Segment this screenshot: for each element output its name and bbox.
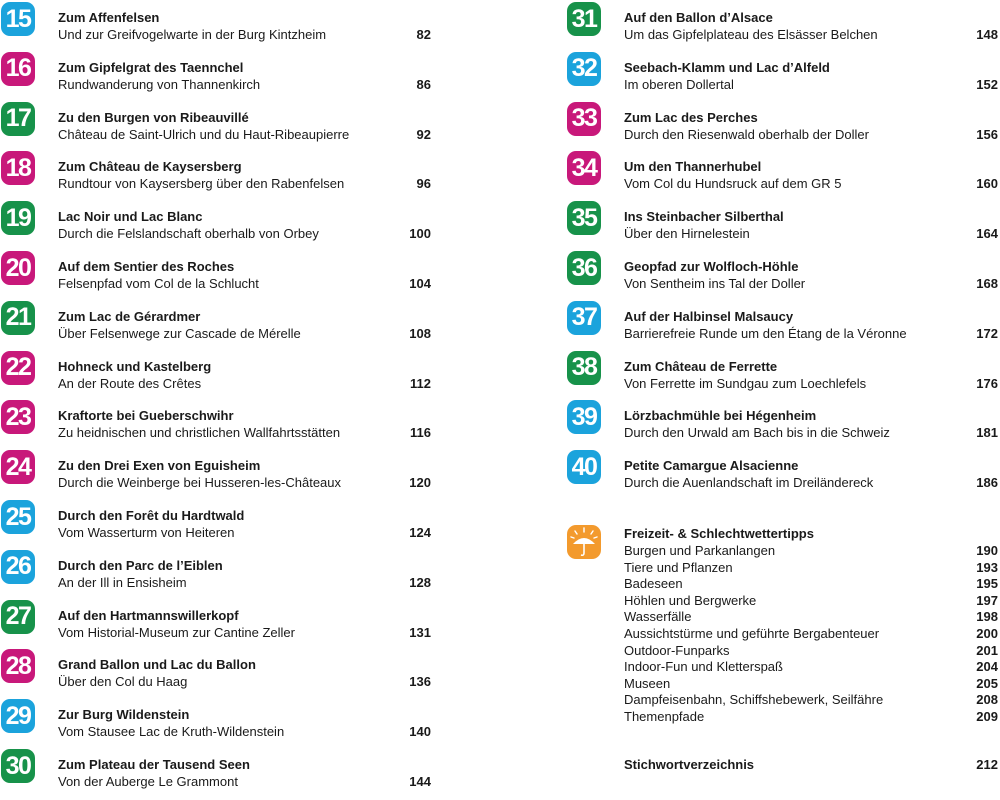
tour-subtitle: Und zur Greifvogelwarte in der Burg Kintzheim	[58, 27, 327, 42]
toc-entry[interactable]	[566, 0, 1000, 44]
toc-entry[interactable]	[566, 299, 1000, 343]
tour-number-badge: 37	[567, 301, 601, 335]
page-number: 120	[409, 475, 431, 491]
tip-label: Höhlen und Bergwerke	[624, 592, 757, 608]
tour-title: Auf den Hartmannswillerkopf	[58, 607, 239, 623]
tour-subtitle: Über Felsenwege zur Cascade de Mérelle	[58, 325, 301, 341]
tour-subtitle: An der Ill in Ensisheim	[58, 574, 187, 590]
page-number: 160	[976, 176, 998, 192]
tip-label: Outdoor-Funparks	[624, 642, 730, 658]
tour-number-badge: 19	[1, 201, 35, 235]
page-number: 186	[976, 475, 998, 491]
page-number: 140	[409, 724, 431, 740]
tour-subtitle: Von Sentheim ins Tal der Doller	[624, 276, 806, 291]
tour-subtitle: Château de Saint-Ulrich und du Haut-Ribeaupierre	[58, 126, 350, 142]
tour-subtitle: Rundtour von Kaysersberg über den Rabenfelsen	[58, 176, 345, 192]
sun-umbrella-icon	[567, 525, 601, 559]
tip-item[interactable]	[624, 676, 998, 693]
page-number: 181	[976, 425, 998, 441]
tour-title: Petite Camargue Alsacienne	[624, 458, 799, 474]
tip-item[interactable]	[624, 643, 998, 660]
tour-title: Geopfad zur Wolfloch-Höhle	[624, 259, 799, 274]
tour-subtitle: Über den Col du Haag	[58, 674, 188, 690]
tour-subtitle: Durch die Felslandschaft oberhalb von Orbey	[58, 226, 319, 242]
tip-item[interactable]	[624, 626, 998, 643]
tip-page: 193	[976, 559, 998, 575]
tip-label: Museen	[624, 675, 671, 691]
page-number: 144	[409, 774, 431, 789]
tip-label: Aussichtstürme und geführte Bergabenteuer	[624, 626, 880, 641]
tour-subtitle: Zu heidnischen und christlichen Wallfahrtsstätten	[58, 425, 341, 441]
tip-page: 190	[976, 543, 998, 558]
page-number: 108	[409, 325, 431, 341]
tour-title: Hohneck und Kastelberg	[58, 358, 212, 374]
tour-subtitle: Felsenpfad vom Col de la Schlucht	[58, 276, 259, 291]
toc-entry[interactable]	[566, 199, 1000, 243]
tour-title: Auf dem Sentier des Roches	[58, 259, 235, 274]
toc-entry[interactable]	[0, 299, 440, 343]
tour-number-badge: 33	[567, 102, 601, 136]
tour-subtitle: An der Route des Crêtes	[58, 375, 202, 391]
tour-title: Durch den Forêt du Hardtwald	[58, 508, 245, 523]
tour-title: Zum Lac de Gérardmer	[58, 308, 201, 324]
tour-title: Um den Thannerhubel	[624, 159, 762, 175]
tour-number-badge: 26	[1, 550, 35, 584]
tour-number-badge: 17	[1, 102, 35, 136]
tip-page: 201	[976, 642, 998, 658]
page-number: 104	[409, 276, 431, 291]
tour-title: Seebach-Klamm und Lac d’Alfeld	[624, 59, 830, 75]
toc-entry[interactable]	[0, 747, 440, 791]
tour-subtitle: Barrierefreie Runde um den Étang de la Véronne	[624, 325, 907, 341]
toc-entry[interactable]	[566, 448, 1000, 492]
page-number: 100	[409, 226, 431, 242]
tour-number-badge: 24	[1, 450, 35, 484]
tip-label: Burgen und Parkanlangen	[624, 543, 776, 558]
tour-number-badge: 32	[567, 52, 601, 86]
index-entry[interactable]	[566, 757, 1000, 777]
tour-title: Grand Ballon und Lac du Ballon	[58, 657, 256, 673]
page-number: 124	[409, 525, 431, 540]
tip-item[interactable]	[624, 709, 998, 726]
page-number: 96	[416, 176, 431, 192]
tip-item[interactable]	[624, 560, 998, 577]
toc-entry[interactable]	[566, 149, 1000, 193]
toc-entry[interactable]	[0, 448, 440, 492]
tour-number-badge: 38	[567, 351, 601, 385]
tour-subtitle: Von Ferrette im Sundgau zum Loechlefels	[624, 375, 867, 391]
tour-title: Lac Noir und Lac Blanc	[58, 209, 203, 225]
tour-subtitle: Durch die Auenlandschaft im Dreiländereck	[624, 475, 874, 491]
toc-entry[interactable]	[566, 100, 1000, 144]
tips-title: Freizeit- & Schlechtwettertipps	[624, 526, 814, 541]
tour-number-badge: 31	[567, 2, 601, 36]
page-number: 112	[410, 375, 431, 391]
tour-number-badge: 16	[1, 52, 35, 86]
tour-title: Zu den Burgen von Ribeauvillé	[58, 109, 249, 125]
tour-number-badge: 22	[1, 351, 35, 385]
tour-number-badge: 30	[1, 749, 35, 783]
tip-page: 208	[976, 692, 998, 708]
page-number: 82	[416, 27, 431, 42]
toc-entry[interactable]	[566, 249, 1000, 293]
page-number: 92	[416, 126, 431, 142]
tip-label: Dampfeisenbahn, Schiffshebewerk, Seilfähre	[624, 692, 884, 708]
tour-subtitle: Im oberen Dollertal	[624, 76, 734, 92]
toc-entry[interactable]	[0, 647, 440, 691]
tour-title: Auf den Ballon d’Alsace	[624, 10, 773, 25]
tip-page: 204	[976, 659, 998, 675]
tour-number-badge: 23	[1, 400, 35, 434]
page-number: 152	[976, 76, 998, 92]
tip-item[interactable]	[624, 692, 998, 709]
tour-subtitle: Durch den Riesenwald oberhalb der Doller	[624, 126, 869, 142]
tour-title: Zur Burg Wildenstein	[58, 707, 190, 723]
index-page: 212	[976, 757, 998, 772]
page-number: 128	[409, 574, 431, 590]
tour-number-badge: 27	[1, 600, 35, 634]
toc-entry[interactable]	[0, 349, 440, 393]
tip-label: Badeseen	[624, 576, 683, 592]
page-number: 172	[976, 325, 998, 341]
tour-subtitle: Über den Hirnelestein	[624, 226, 750, 242]
tour-subtitle: Um das Gipfelplateau des Elsässer Belchen	[624, 27, 878, 42]
tour-subtitle: Von der Auberge Le Grammont	[58, 774, 238, 789]
tip-label: Wasserfälle	[624, 609, 692, 625]
tip-item[interactable]	[624, 576, 998, 593]
page-number: 156	[976, 126, 998, 142]
index-label: Stichwortverzeichnis	[624, 757, 755, 772]
tip-item[interactable]	[624, 543, 998, 560]
toc-entry[interactable]	[0, 100, 440, 144]
tour-title: Zum Plateau der Tausend Seen	[58, 757, 250, 772]
tour-number-badge: 18	[1, 151, 35, 185]
tour-subtitle: Vom Historial-Museum zur Cantine Zeller	[58, 624, 295, 640]
toc-entry[interactable]	[0, 0, 440, 44]
tip-label: Tiere und Pflanzen	[624, 559, 733, 575]
toc-entry[interactable]	[0, 548, 440, 592]
tour-title: Zum Château de Kaysersberg	[58, 159, 242, 175]
page-number: 164	[976, 226, 998, 242]
toc-entry[interactable]	[0, 398, 440, 442]
tour-title: Zum Gipfelgrat des Taennchel	[58, 59, 244, 75]
toc-entry[interactable]	[0, 697, 440, 741]
tip-page: 200	[976, 626, 998, 641]
tour-title: Zum Château de Ferrette	[624, 358, 778, 374]
tour-subtitle: Vom Wasserturm von Heiteren	[58, 525, 235, 540]
tour-title: Lörzbachmühle bei Hégenheim	[624, 408, 817, 424]
tour-number-badge: 35	[567, 201, 601, 235]
page-number: 168	[976, 276, 998, 291]
tour-title: Auf der Halbinsel Malsaucy	[624, 308, 794, 324]
tour-title: Ins Steinbacher Silberthal	[624, 209, 784, 225]
tip-item[interactable]	[624, 659, 998, 676]
tour-title: Kraftorte bei Gueberschwihr	[58, 408, 234, 424]
tour-number-badge: 15	[1, 2, 35, 36]
tip-page: 209	[976, 709, 998, 724]
tour-subtitle: Durch den Urwald am Bach bis in die Schweiz	[624, 425, 890, 441]
tip-label: Indoor-Fun und Kletterspaß	[624, 659, 783, 675]
page-number: 116	[410, 425, 431, 441]
tour-number-badge: 25	[1, 500, 35, 534]
toc-entry[interactable]	[566, 398, 1000, 442]
toc-entry[interactable]	[0, 199, 440, 243]
tour-number-badge: 39	[567, 400, 601, 434]
toc-entry[interactable]	[566, 50, 1000, 94]
toc-entry[interactable]	[0, 498, 440, 542]
tour-subtitle: Rundwanderung von Thannenkirch	[58, 76, 261, 92]
tip-page: 198	[976, 609, 998, 625]
tour-number-badge: 28	[1, 649, 35, 683]
toc-entry[interactable]	[0, 50, 440, 94]
tour-number-badge: 40	[567, 450, 601, 484]
tour-title: Zu den Drei Exen von Eguisheim	[58, 458, 261, 474]
tour-title: Zum Lac des Perches	[624, 109, 758, 125]
tour-subtitle: Vom Stausee Lac de Kruth-Wildenstein	[58, 724, 285, 740]
tip-label: Themenpfade	[624, 709, 705, 724]
tour-number-badge: 20	[1, 251, 35, 285]
tip-item[interactable]	[624, 593, 998, 610]
tip-item[interactable]	[624, 609, 998, 626]
tour-title: Durch den Parc de l’Eiblen	[58, 557, 223, 573]
toc-entry[interactable]	[0, 249, 440, 293]
page-number: 86	[416, 76, 431, 92]
tour-number-badge: 34	[567, 151, 601, 185]
tour-number-badge: 29	[1, 699, 35, 733]
toc-entry[interactable]	[0, 598, 440, 642]
tour-number-badge: 36	[567, 251, 601, 285]
tip-page: 195	[976, 576, 998, 592]
tour-subtitle: Vom Col du Hundsruck auf dem GR 5	[624, 176, 842, 192]
page-number: 176	[976, 375, 998, 391]
tip-page: 205	[976, 675, 998, 691]
tour-subtitle: Durch die Weinberge bei Husseren-les-Châteaux	[58, 475, 342, 491]
toc-entry[interactable]	[566, 349, 1000, 393]
page-number: 131	[409, 624, 431, 640]
tour-title: Zum Affenfelsen	[58, 10, 160, 25]
tour-number-badge: 21	[1, 301, 35, 335]
page-number: 148	[976, 27, 998, 42]
toc-entry[interactable]	[0, 149, 440, 193]
page-number: 136	[409, 674, 431, 690]
tip-page: 197	[976, 592, 998, 608]
